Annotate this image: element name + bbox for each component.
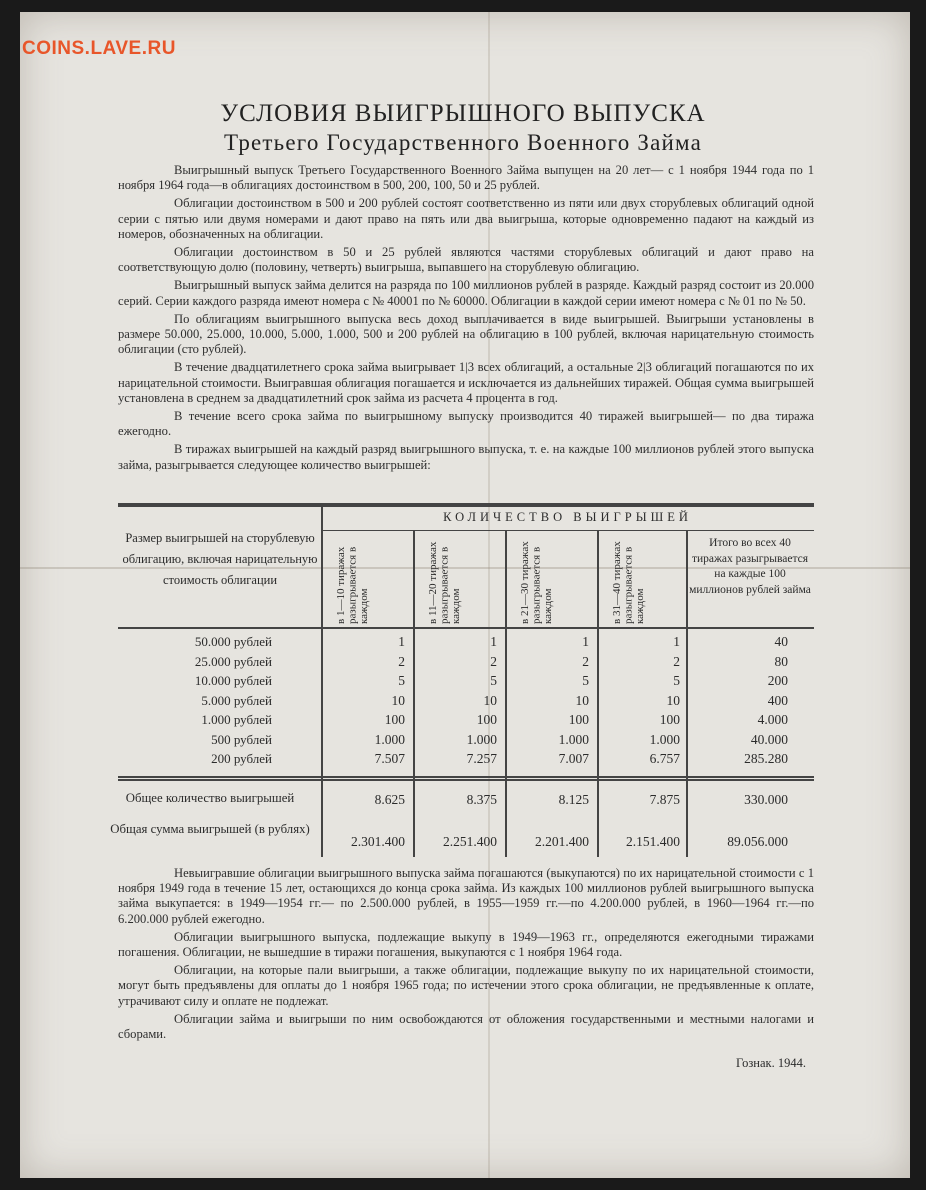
paragraph: Невыигравшие облигации выигрышного выпуска займа погашаются (выкупаются) по их нарицательной стоимости с 1 ноября 1949 года в течение 15 лет, остающихся до конца срока займа. Из каждых 100 миллионов рублей выигрышного выпуска займа выкупается: в 1949—1954 гг.— по 2.500.000 рублей, в 1955—1959 гг.—по 4.200.000 рублей, в 1960—1964 гг.—по 6.200.000 рублей ежегодно. bbox=[118, 866, 814, 926]
table-cell: 40 bbox=[774, 634, 788, 649]
table-cell: 4.000 bbox=[757, 712, 788, 727]
table-cell: 100 bbox=[659, 712, 680, 727]
intro-text bbox=[118, 163, 814, 476]
paragraph: Облигации выигрышного выпуска, подлежащие выкупу в 1949—1963 гг., определяются ежегодными тиражами погашения. Облигации, не вышедшие в тиражи погашения, выкупаются с 1 ноября 1964 года. bbox=[118, 929, 814, 960]
table-cell: 100 bbox=[568, 712, 589, 727]
paragraph: Выигрышный выпуск Третьего Государственного Военного Займа выпущен на 20 лет— с 1 ноября 1944 года по 1 ноября 1964 года—в облигациях достоинством в 500, 200, 100, 50 и 25 рублей. bbox=[118, 163, 814, 193]
table-cell: 5 bbox=[398, 673, 405, 688]
table-cell: 1.000 bbox=[466, 731, 497, 747]
table-total-cell: 2.201.400 bbox=[535, 834, 589, 849]
table-group-header: КОЛИЧЕСТВО ВЫИГРЫШЕЙ bbox=[443, 510, 692, 524]
table-rule bbox=[118, 776, 814, 778]
outro-text bbox=[118, 866, 814, 1045]
table-cell: 1 bbox=[398, 634, 405, 649]
table-cell: 200 bbox=[767, 673, 788, 688]
table-cell: 10 bbox=[575, 692, 589, 708]
paragraph: Облигации, на которые пали выигрыши, а также облигации, подлежащие выкупу по их нарицательной стоимости, могут быть предъявлены для оплаты до 1 ноября 1965 года; по истечении этого срока облигации, не предъявленные к оплате, утрачивают силу и оплате не подлежат. bbox=[118, 963, 814, 1008]
table-cell: 2 bbox=[673, 653, 680, 669]
table-col-header: в 31—40 тиражах разыгрывается в каждом bbox=[611, 541, 646, 624]
table-rule bbox=[118, 627, 814, 629]
total-sum-label: Общая сумма выигрышей (в рублях) bbox=[110, 822, 310, 836]
table-cell: 10 bbox=[666, 692, 680, 708]
table-cell: 10 bbox=[483, 692, 497, 708]
table-row-label: 10.000 рублей bbox=[194, 673, 272, 688]
table-total-cell: 89.056.000 bbox=[727, 834, 788, 849]
table-cell: 7.257 bbox=[466, 751, 497, 766]
table-cell: 2 bbox=[582, 653, 589, 669]
paragraph: Выигрышный выпуск займа делится на разряда по 100 миллионов рублей в разряде. Каждый разряд состоит из 20.000 серий. Серии каждого разряда имеют номера с № 40001 по № 60000. Облигации в каждой серии имеют номера с № 01 по № 50. bbox=[118, 278, 814, 308]
table-total-cell: 330.000 bbox=[744, 792, 788, 807]
paragraph: В течение двадцатилетнего срока займа выигрывает 1|3 всех облигаций, а остальные 2|3 облигаций погашаются по их нарицательной стоимости. Выигравшая облигация погашается и исключается из дальнейших тиражей. Общая сумма выигрышей установлена в среднем за двадцатилетний срок займа из расчета 4 процента в год. bbox=[118, 360, 814, 405]
table-cell: 1.000 bbox=[374, 731, 405, 747]
table-col-header: в 1—10 тиражах разыгрывается в каждом bbox=[335, 546, 370, 624]
table-total-cell: 7.875 bbox=[649, 792, 680, 807]
total-count-label: Общее количество выигрышей bbox=[125, 791, 295, 805]
table-cell: 285.280 bbox=[744, 751, 788, 766]
table-cell: 6.757 bbox=[649, 751, 680, 766]
table-rule bbox=[323, 530, 814, 531]
paragraph: Облигации достоинством в 50 и 25 рублей являются частями сторублевых облигаций и дают право на соответствующую долю (половину, четверть) выигрыша, выпавшего на сторублевую облигацию. bbox=[118, 245, 814, 275]
table-cell: 100 bbox=[476, 712, 497, 727]
table-total-cell: 2.251.400 bbox=[443, 834, 497, 849]
table-left-header: Размер выигрышей на сторублевую облигацию, включая нарицательную стоимость облигации bbox=[122, 531, 318, 587]
table-cell: 40.000 bbox=[750, 731, 788, 747]
printer-imprint: Гознак. 1944. bbox=[735, 1056, 806, 1070]
document-title: УСЛОВИЯ ВЫИГРЫШНОГО ВЫПУСКА bbox=[220, 100, 706, 127]
table-cell: 1 bbox=[673, 634, 680, 649]
table-cell: 80 bbox=[774, 653, 788, 669]
table-cell: 7.007 bbox=[558, 751, 589, 766]
table-cell: 1 bbox=[490, 634, 497, 649]
table-col-header: в 21—30 тиражах разыгрывается в каждом bbox=[519, 541, 554, 624]
table-row-label: 200 рублей bbox=[211, 751, 272, 766]
table-total-cell: 8.375 bbox=[466, 792, 497, 807]
table-cell: 2 bbox=[398, 653, 405, 669]
table-row-label: 50.000 рублей bbox=[194, 634, 272, 649]
table-total-cell: 2.151.400 bbox=[626, 834, 680, 849]
table-row-label: 500 рублей bbox=[211, 731, 272, 747]
table-cell: 10 bbox=[391, 692, 405, 708]
table-cell: 5 bbox=[673, 673, 680, 688]
table-cell: 1 bbox=[582, 634, 589, 649]
table-total-col-header: Итого во всех 40 тиражах разыгрывается на каждые 100 миллионов рублей займа bbox=[689, 537, 811, 596]
table-rule bbox=[118, 505, 814, 507]
table-cell: 2 bbox=[490, 653, 497, 669]
table-rule bbox=[118, 779, 814, 781]
table-row-label: 1.000 рублей bbox=[201, 712, 272, 727]
table-cell: 1.000 bbox=[558, 731, 589, 747]
table-cell: 100 bbox=[384, 712, 405, 727]
table-col-header: в 11—20 тиражах разыгрывается в каждом bbox=[427, 541, 462, 624]
table-total-cell: 8.625 bbox=[374, 792, 405, 807]
table-cell: 400 bbox=[767, 692, 788, 708]
watermark: COINS.LAVE.RU bbox=[22, 38, 176, 59]
table-cell: 7.507 bbox=[374, 751, 405, 766]
paragraph: Облигации достоинством в 500 и 200 рублей состоят соответственно из пяти или двух сторублевых облигаций одной серии с пятью или двумя номерами и дают право на пять или два выигрыша, которые одновременно падают на каждый из номеров, обозначенных на облигации. bbox=[118, 196, 814, 241]
paragraph: По облигациям выигрышного выпуска весь доход выплачивается в виде выигрышей. Выигрыши установлены в размере 50.000, 25.000, 10.000, 5.000, 1.000, 500 и 200 рублей на облигацию в 100 рублей, включая нарицательную стоимость облигации (сто рублей). bbox=[118, 311, 814, 357]
paragraph: Облигации займа и выигрыши по ним освобождаются от обложения государственными и местными налогами и сборами. bbox=[118, 1011, 814, 1042]
table-cell: 5 bbox=[582, 673, 589, 688]
document-subtitle: Третьего Государственного Военного Займа bbox=[223, 130, 703, 155]
table-total-cell: 2.301.400 bbox=[351, 834, 405, 849]
table-row-label: 5.000 рублей bbox=[201, 692, 272, 708]
table-total-cell: 8.125 bbox=[558, 792, 589, 807]
paragraph: В тиражах выигрышей на каждый разряд выигрышного выпуска, т. е. на каждые 100 миллионов рублей этого выпуска займа, разыгрывается следующее количество выигрышей: bbox=[118, 442, 814, 472]
paragraph: В течение всего срока займа по выигрышному выпуску производится 40 тиражей выигрышей— по два тиража ежегодно. bbox=[118, 409, 814, 439]
table-cell: 1.000 bbox=[649, 731, 680, 747]
table-row-label: 25.000 рублей bbox=[194, 653, 272, 669]
table-cell: 5 bbox=[490, 673, 497, 688]
